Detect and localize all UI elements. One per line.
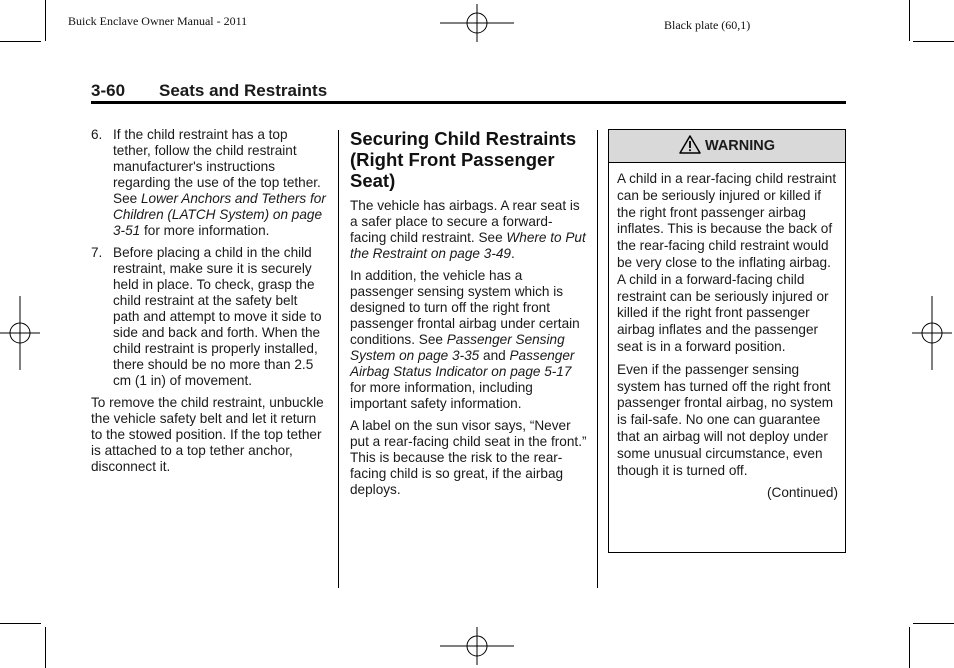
- warning-box: [608, 129, 846, 553]
- list-text: for more information.: [140, 223, 270, 238]
- list-number: 6.: [91, 127, 103, 142]
- continued-label: (Continued): [766, 485, 838, 501]
- crop-mark: [913, 41, 954, 42]
- warning-triangle-icon: [679, 135, 701, 154]
- crop-mark: [909, 0, 910, 41]
- section-title: Seats and Restraints: [159, 81, 328, 100]
- body-paragraph: To remove the child restraint, unbuckle the vehicle safety belt and let it return to the stowed position. If the top tether is attached to a top tether anchor, disconnect it.: [91, 395, 324, 474]
- warning-paragraph: A child in a rear-facing child restraint can be seriously injured or killed if the right front passenger airbag inflates. This is because the back of the rear-facing child restraint would be very close to the inflating airbag. A child in a forward-facing child restraint can be seriously injured or killed if the right front passenger airbag inflates and the passenger seat is in a forward position.: [617, 171, 837, 354]
- warning-body: [609, 163, 845, 502]
- header-rule: [91, 101, 846, 104]
- list-text: If the child restraint has a top tether, follow the child restraint manufacturer's instructions regarding the use of the top tether. See: [113, 127, 321, 206]
- cross-reference: Where to Put the Restraint on page 3-49: [350, 230, 586, 261]
- warning-header: [609, 130, 845, 163]
- cross-reference: Passenger Sensing System on page 3-35: [350, 332, 565, 363]
- left-column: [91, 127, 327, 481]
- registration-mark-icon: [440, 627, 514, 665]
- column-divider: [338, 130, 339, 588]
- registration-mark-icon: [0, 296, 40, 370]
- crop-mark: [0, 623, 41, 624]
- warning-paragraph: Even if the passenger sensing system has turned off the right front passenger frontal airbag, no system is fail-safe. No one can guarantee that an airbag will not deploy under some unusual circumstance, even though it is turned off.: [617, 361, 834, 478]
- list-text: Before placing a child in the child restraint, make sure it is securely held in place. To check, grasp the child restraint at the safety belt path and attempt to move it side to side and back and forth. When the child restraint is properly installed, there should be no more than 2.5 cm (1 in) of movement.: [113, 245, 322, 388]
- crop-mark: [0, 41, 41, 42]
- crop-mark: [45, 0, 46, 41]
- middle-column: [350, 128, 588, 504]
- manual-title: Buick Enclave Owner Manual - 2011: [68, 14, 248, 28]
- registration-mark-icon: [912, 296, 952, 370]
- list-number: 7.: [91, 245, 103, 260]
- warning-label: WARNING: [704, 138, 776, 154]
- crop-mark: [913, 623, 954, 624]
- list-item: [91, 127, 327, 239]
- plate-label: Black plate (60,1): [664, 18, 751, 32]
- crop-mark: [909, 627, 910, 668]
- cross-reference: Passenger Airbag Status Indicator on page 5-17: [350, 348, 575, 379]
- registration-mark-icon: [440, 4, 514, 42]
- page-header: [91, 81, 845, 101]
- body-paragraph: A label on the sun visor says, “Never put a rear-facing child seat in the front.” This is because the risk to the rear-facing child is so great, if the airbag deploys.: [350, 418, 587, 497]
- body-paragraph: In addition, the vehicle has a passenger sensing system which is designed to turn off the right front passenger frontal airbag under certain conditions. See Passenger Sensing System on page 3-35 and Passenger Airbag Status Indicator on page 5-17 for more information, including important safety information.: [350, 268, 580, 411]
- section-heading: Securing Child Restraints (Right Front Passenger Seat): [350, 128, 577, 191]
- list-item: [91, 245, 327, 389]
- cross-reference: Lower Anchors and Tethers for Children (LATCH System) on page 3-51: [113, 191, 326, 238]
- body-paragraph: The vehicle has airbags. A rear seat is a safer place to secure a forward-facing child restraint. See Where to Put the Restraint on page 3-49.: [350, 198, 586, 261]
- page-number: 3-60: [91, 81, 126, 100]
- crop-mark: [45, 627, 46, 668]
- column-divider: [597, 130, 598, 588]
